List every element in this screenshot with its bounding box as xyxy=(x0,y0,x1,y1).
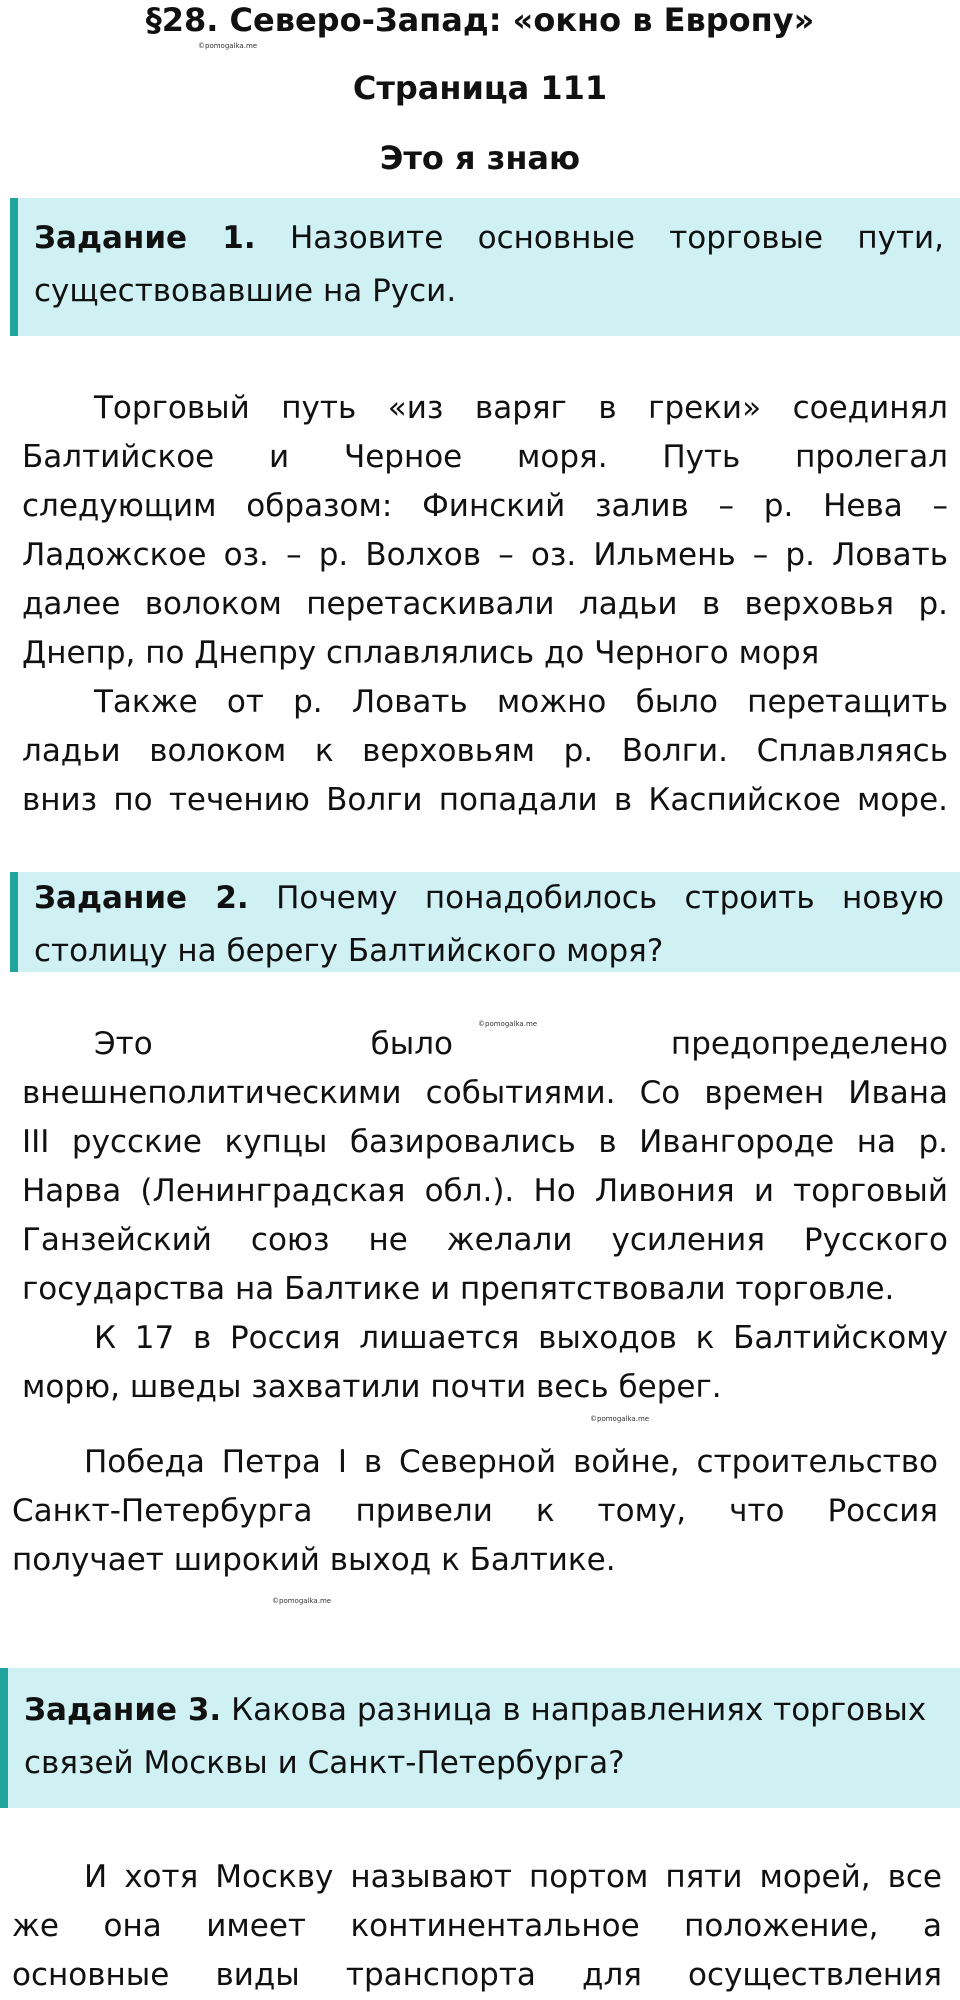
answer-line: Днепр, по Днепру сплавлялись до Черного моря xyxy=(22,635,820,671)
answer-line: Это было предопределено xyxy=(94,1026,948,1062)
task-2-text xyxy=(34,872,944,978)
task-2-question: Почему понадобилось строить новую столицу на берегу Балтийского моря? xyxy=(34,880,945,969)
answer-line: государства на Балтике и препятствовали торговле. xyxy=(22,1271,895,1307)
answer-line: ладьи волоком к верховьям р. Волги. Сплавляясь xyxy=(22,733,948,769)
task-1-answer xyxy=(22,384,948,825)
watermark: ©pomogalka.me xyxy=(478,1020,538,1028)
answer-line: Балтийское и Черное моря. Путь пролегал xyxy=(22,439,948,475)
answer-line: получает широкий выход к Балтике. xyxy=(12,1542,616,1578)
section-title: Это я знаю xyxy=(379,139,581,177)
answer-line: вниз по течению Волги попадали в Каспийское море. xyxy=(22,782,948,818)
task-2-box xyxy=(10,872,960,972)
task-1-text xyxy=(34,212,944,318)
answer-line: Победа Петра I в Северной войне, строительство xyxy=(84,1444,938,1480)
answer-line: И хотя Москву называют портом пяти морей, все xyxy=(84,1859,942,1895)
answer-line: Также от р. Ловать можно было перетащить xyxy=(94,684,948,720)
answer-line: Ганзейский союз не желали усиления Русского xyxy=(22,1222,948,1258)
task-3-box xyxy=(0,1668,960,1808)
answer-line: следующим образом: Финский залив – р. Нева – xyxy=(22,488,948,524)
page-title: §28. Северо-Запад: «окно в Европу» xyxy=(145,1,815,39)
answer-line: К 17 в Россия лишается выходов к Балтийскому xyxy=(94,1320,948,1356)
task-1-box xyxy=(10,198,960,336)
task-3-answer xyxy=(12,1853,942,2000)
task-1-label: Задание 1. xyxy=(34,220,256,256)
task-1-question: Назовите основные торговые пути, существовавшие на Руси. xyxy=(34,220,944,309)
answer-line: далее волоком перетаскивали ладьи в верховья р. xyxy=(22,586,948,622)
watermark: ©pomogalka.me xyxy=(272,1597,332,1605)
task-3-label: Задание 3. xyxy=(24,1692,222,1728)
answer-line: морю, шведы захватили почти весь берег. xyxy=(22,1369,722,1405)
answer-line: Торговый путь «из варяг в греки» соединял xyxy=(94,390,948,426)
task-2-answer xyxy=(22,1020,948,1412)
watermark: ©pomogalka.me xyxy=(590,1415,650,1423)
answer-line: III русские купцы базировались в Ивангороде на р. xyxy=(22,1124,948,1160)
answer-line: Нарва (Ленинградская обл.). Но Ливония и торговый xyxy=(22,1173,948,1209)
watermark: ©pomogalka.me xyxy=(198,42,258,50)
page-number: Страница 111 xyxy=(352,69,608,107)
task-3-question: Какова разница в направлениях торговых связей Москвы и Санкт-Петербурга? xyxy=(24,1692,927,1781)
answer-line: внешнеполитическими событиями. Со времен Ивана xyxy=(22,1075,948,1111)
answer-line: же она имеет континентальное положение, а xyxy=(12,1908,942,1944)
task-3-text xyxy=(24,1684,944,1790)
task-2-label: Задание 2. xyxy=(34,880,249,916)
task-2-answer-extra xyxy=(12,1438,938,1585)
answer-line: Санкт-Петербурга привели к тому, что Россия xyxy=(12,1493,938,1529)
answer-line: основные виды транспорта для осуществления xyxy=(12,1957,942,1993)
answer-line: Ладожское оз. – р. Волхов – оз. Ильмень – р. Ловать xyxy=(22,537,948,573)
